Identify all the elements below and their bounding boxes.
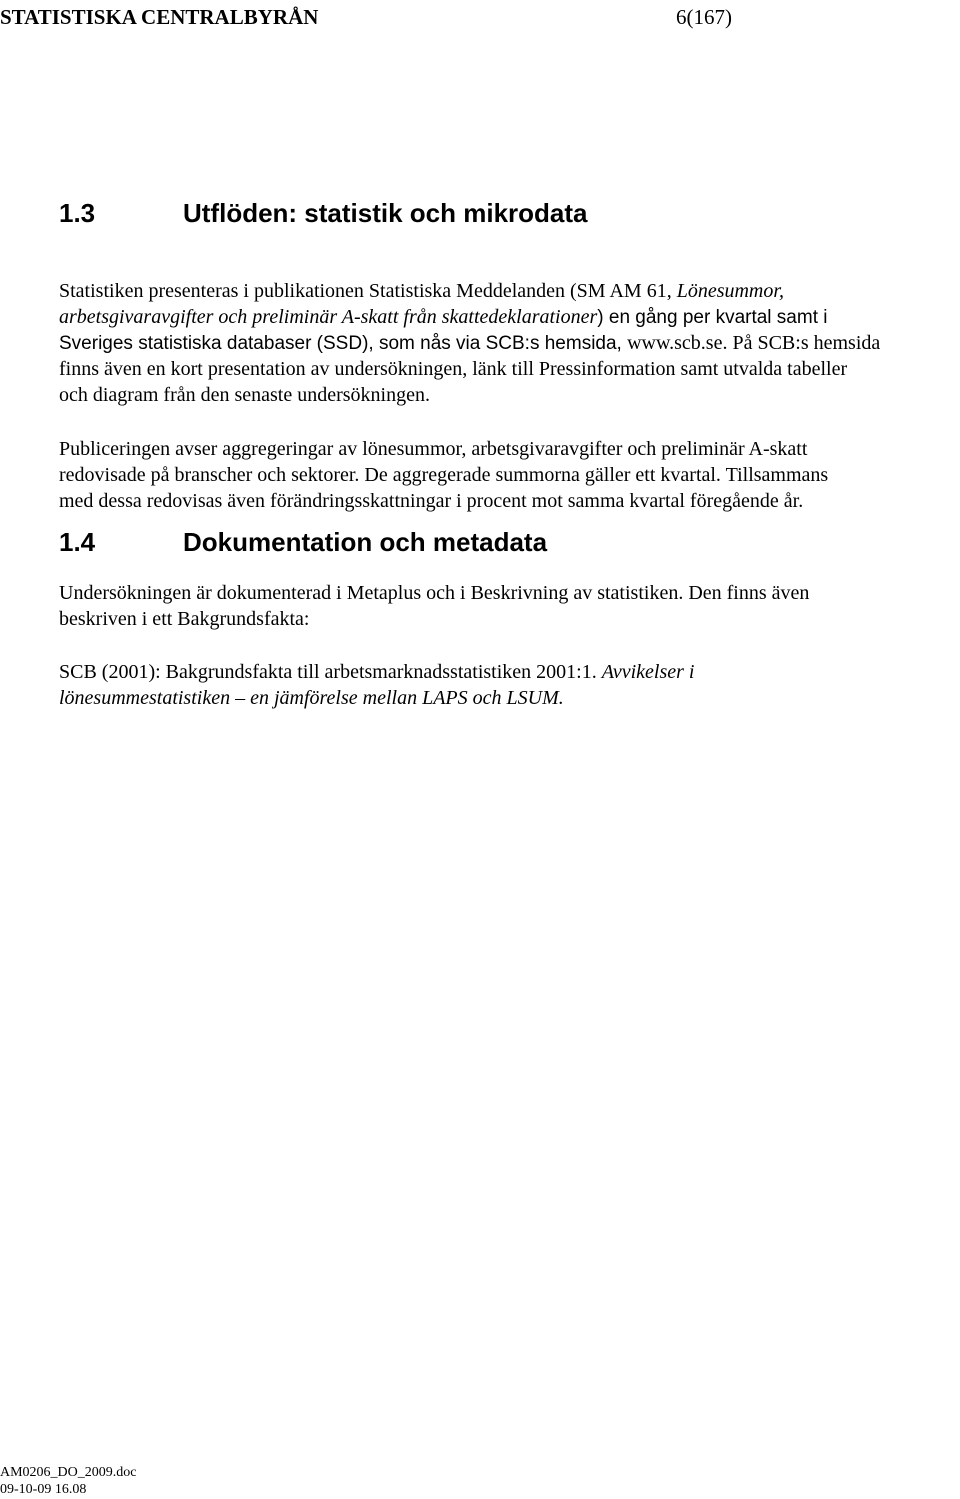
paragraph-line <box>59 330 880 357</box>
paragraph-line: redovisade på branscher och sektorer. De aggregerade summorna gäller ett kvartal. Tillsammans <box>59 464 829 486</box>
paragraph-line: Undersökningen är dokumenterad i Metaplus och i Beskrivning av statistiken. Den finns även <box>59 582 810 604</box>
footer-filename: AM0206_DO_2009.doc <box>0 1465 137 1480</box>
text-run: Statistiken presenteras i publikationen Statistiska Meddelanden (SM AM 61, <box>59 280 677 302</box>
section-number: 1.3 <box>59 198 96 228</box>
section-title: Dokumentation och metadata <box>183 527 548 557</box>
text-run: ) en gång per kvartal samt i <box>597 307 828 328</box>
section-title: Utflöden: statistik och mikrodata <box>183 198 588 228</box>
footer-timestamp: 09-10-09 16.08 <box>0 1482 87 1497</box>
header-page-number: 6(167) <box>676 5 732 29</box>
reference-line <box>59 659 694 685</box>
paragraph-line <box>59 304 827 331</box>
reference-line <box>59 685 564 711</box>
text-run: www.scb.se. På SCB:s hemsida <box>627 332 881 354</box>
section-heading-1-4 <box>59 527 759 561</box>
paragraph-line: beskriven i ett Bakgrundsfakta: <box>59 608 310 630</box>
paragraph-line: finns även en kort presentation av undersökningen, länk till Pressinformation samt utvalda tabeller <box>59 358 848 380</box>
section-heading-1-3 <box>59 198 759 232</box>
text-run: SCB (2001): Bakgrundsfakta till arbetsmarknadsstatistiken 2001:1. <box>59 661 602 683</box>
italic-text-run: Avvikelser i <box>601 661 695 683</box>
italic-text-run: lönesummestatistiken – en jämförelse mellan LAPS och LSUM. <box>59 687 564 709</box>
paragraph-line: Publiceringen avser aggregeringar av lönesummor, arbetsgivaravgifter och preliminär A-skatt <box>59 438 808 460</box>
header-organization: STATISTISKA CENTRALBYRÅN <box>0 5 319 29</box>
italic-text-run: arbetsgivaravgifter och preliminär A-skatt från skattedeklarationer <box>59 306 598 328</box>
paragraph-line: och diagram från den senaste undersökningen. <box>59 384 430 406</box>
paragraph-line: med dessa redovisas även förändringsskattningar i procent mot samma kvartal föregående år. <box>59 490 804 512</box>
italic-text-run: Lönesummor, <box>676 280 784 302</box>
text-run: Sveriges statistiska databaser (SSD), som nås via SCB:s hemsida, <box>59 333 628 354</box>
section-number: 1.4 <box>59 527 96 557</box>
paragraph-line <box>59 278 784 304</box>
